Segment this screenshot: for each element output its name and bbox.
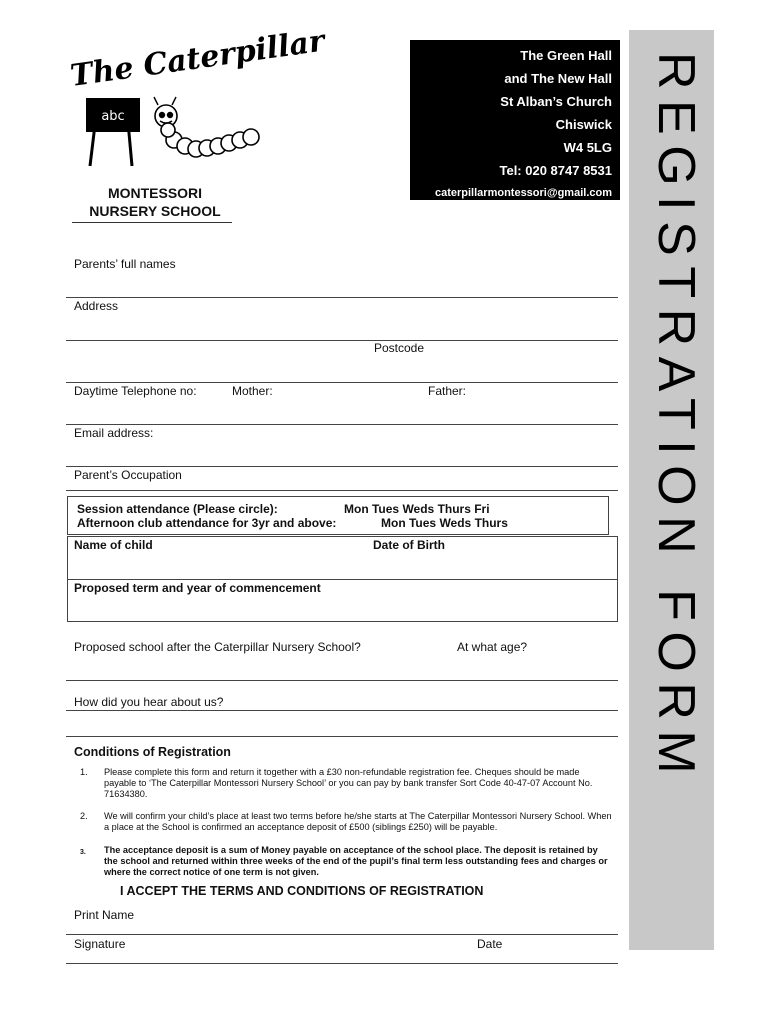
school-name-line1: MONTESSORI: [107, 185, 203, 201]
postcode-line[interactable]: [66, 382, 618, 383]
contact-email: caterpillarmontessori@gmail.com: [434, 187, 612, 199]
parents-names-label: Parents’ full names: [74, 257, 176, 271]
afternoon-club-label: Afternoon club attendance for 3yr and above:: [77, 516, 337, 530]
condition-number: 2.: [80, 811, 88, 821]
contact-phone: Tel: 020 8747 8531: [499, 163, 612, 178]
date-label: Date: [477, 937, 503, 951]
condition-number: 3.: [80, 849, 86, 856]
occupation-line[interactable]: [66, 490, 618, 491]
hear-about-us-label: How did you hear about us?: [74, 695, 224, 709]
board-text: abc: [101, 109, 125, 124]
parents-names-line[interactable]: [66, 297, 618, 298]
print-name-line[interactable]: [66, 934, 618, 935]
afternoon-club-days[interactable]: Mon Tues Weds Thurs: [381, 516, 508, 530]
child-name-label: Name of child: [74, 538, 153, 552]
condition-item-3: [80, 845, 620, 879]
address-postcode: W4 5LG: [563, 140, 612, 155]
school-name-underline: [72, 222, 232, 223]
condition-item-1: [80, 767, 620, 801]
condition-text: The acceptance deposit is a sum of Money payable on acceptance of the school place. The deposit is retained by the school and returned within three weeks of the end of the pupil’s final term less outstanding fees and charges or where the correct notice of one term is not given.: [104, 845, 608, 877]
email-label: Email address:: [74, 426, 154, 440]
occupation-label: Parent’s Occupation: [74, 468, 182, 482]
condition-text: Please complete this form and return it together with a £30 non-refundable registration fee. Cheques should be made payable to ‘The Caterpillar Montessori Nursery School’ or you can pay by bank transfer Sort Code 40-47-07 Account No. 71634380.: [104, 767, 593, 799]
proposed-school-label: Proposed school after the Caterpillar Nursery School?: [74, 640, 361, 654]
address-label: Address: [74, 299, 119, 313]
address-line3: St Alban’s Church: [500, 94, 612, 109]
postcode-label: Postcode: [374, 341, 425, 355]
form-title: [629, 30, 714, 950]
condition-item-2: [80, 811, 620, 835]
address-line2: and The New Hall: [504, 71, 612, 86]
commencement-label: Proposed term and year of commencement: [74, 581, 321, 595]
father-label: Father:: [428, 384, 467, 398]
signature-line[interactable]: [66, 963, 618, 964]
proposed-school-line[interactable]: [66, 680, 618, 681]
blackboard-icon: [86, 98, 140, 166]
print-name-label: Print Name: [74, 908, 135, 922]
hear-about-us-line[interactable]: [66, 710, 618, 711]
accept-terms-heading: I ACCEPT THE TERMS AND CONDITIONS OF REGISTRATION: [120, 884, 484, 898]
hear-about-us-line-2[interactable]: [66, 736, 618, 737]
address-line1: The Green Hall: [520, 48, 612, 63]
email-line[interactable]: [66, 466, 618, 467]
caterpillar-logo: [68, 23, 327, 178]
session-days[interactable]: Mon Tues Weds Thurs Fri: [344, 502, 490, 516]
daytime-telephone-label: Daytime Telephone no:: [74, 384, 197, 398]
signature-label: Signature: [74, 937, 126, 951]
date-of-birth-label: Date of Birth: [373, 538, 445, 552]
at-what-age-label: At what age?: [457, 640, 528, 654]
condition-number: 1.: [80, 767, 88, 777]
logo-brand-text: The Caterpillar: [68, 23, 327, 94]
school-name: [70, 184, 240, 220]
child-divider: [67, 579, 618, 580]
form-title-text: REGISTRATION FORM: [647, 52, 705, 785]
conditions-title: Conditions of Registration: [74, 745, 231, 759]
address-line[interactable]: [66, 340, 618, 341]
telephone-line[interactable]: [66, 424, 618, 425]
address-line4: Chiswick: [555, 117, 612, 132]
school-name-line2: NURSERY SCHOOL: [89, 203, 221, 219]
condition-text: We will confirm your child’s place at least two terms before he/she starts at The Caterpillar Montessori Nursery School. When a place at the School is confirmed an acceptance deposit of £500 (siblings £250) will be payable.: [104, 811, 612, 832]
mother-label: Mother:: [232, 384, 273, 398]
session-attendance-label: Session attendance (Please circle):: [77, 502, 278, 516]
contact-block: [410, 40, 620, 200]
